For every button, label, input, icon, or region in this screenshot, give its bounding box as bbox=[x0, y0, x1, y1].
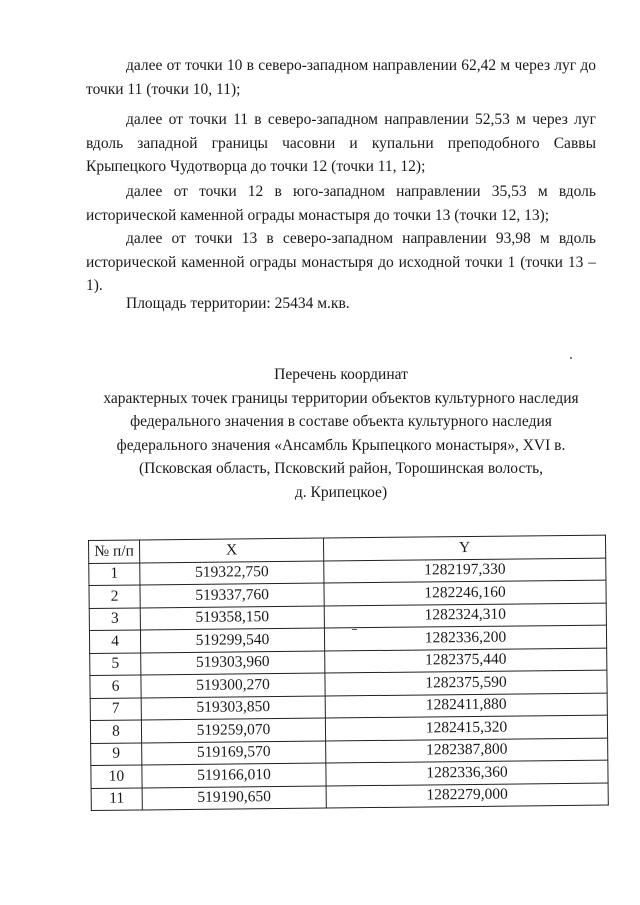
cell-y: 1282246,160 bbox=[324, 580, 606, 605]
cell-x: 519322,750 bbox=[140, 561, 324, 585]
cell-y: 1282375,590 bbox=[325, 670, 607, 695]
heading-line: федерального значения в составе объекта культурного наследия bbox=[130, 413, 552, 431]
header-number: № п/п bbox=[89, 540, 140, 563]
paragraph-area: Площадь территории: 25434 м.кв. bbox=[126, 295, 350, 312]
cell-x: 519358,150 bbox=[140, 606, 324, 630]
cell-x: 519303,850 bbox=[141, 696, 325, 720]
cell-y: 1282324,310 bbox=[324, 603, 606, 628]
paragraph-segment-13-1: далее от точки 13 в северо-западном направлении 93,98 м вдоль исторической каменной ограды монастыря до исходной точки 1 (точки 13 – 1). bbox=[86, 230, 596, 294]
scan-mark bbox=[352, 629, 357, 630]
cell-number: 1 bbox=[89, 562, 140, 585]
cell-x: 519190,650 bbox=[142, 786, 326, 810]
table-row bbox=[91, 783, 608, 811]
cell-x: 519299,540 bbox=[140, 628, 324, 652]
cell-y: 1282197,330 bbox=[324, 558, 606, 583]
cell-number: 2 bbox=[89, 585, 140, 608]
cell-y: 1282336,360 bbox=[326, 760, 608, 785]
paragraph-segment-11-12: далее от точки 11 в северо-западном направлении 52,53 м через луг вдоль западной границы часовни и купальни преподобного Саввы Крыпецкого Чудотворца до точки 12 (точки 11, 12); bbox=[86, 111, 596, 175]
cell-y: 1282415,320 bbox=[325, 715, 607, 740]
cell-number: 9 bbox=[91, 742, 142, 765]
paragraph-segment-10-11: далее от точки 10 в северо-западном направлении 62,42 м через луг до точки 11 (точки 10, 11); bbox=[86, 57, 596, 98]
header-y: Y bbox=[323, 535, 605, 560]
cell-x: 519259,070 bbox=[141, 718, 325, 742]
heading-line: характерных точек границы территории объектов культурного наследия bbox=[103, 389, 579, 407]
cell-number: 11 bbox=[91, 787, 142, 810]
coordinates-heading bbox=[86, 363, 596, 505]
cell-y: 1282387,800 bbox=[326, 738, 608, 763]
heading-line: (Псковская область, Псковский район, Торошинская волость, bbox=[138, 460, 544, 478]
cell-number: 10 bbox=[91, 765, 142, 788]
coordinates-table bbox=[88, 535, 609, 811]
cell-number: 7 bbox=[90, 697, 141, 720]
cell-x: 519166,010 bbox=[142, 763, 326, 787]
cell-x: 519169,570 bbox=[142, 741, 326, 765]
cell-y: 1282279,000 bbox=[326, 783, 608, 808]
cell-number: 4 bbox=[89, 630, 140, 653]
scan-speck bbox=[570, 357, 572, 359]
cell-y: 1282375,440 bbox=[325, 648, 607, 673]
cell-number: 5 bbox=[90, 652, 141, 675]
header-x: X bbox=[140, 538, 324, 562]
cell-y: 1282411,880 bbox=[325, 693, 607, 718]
cell-y: 1282336,200 bbox=[324, 625, 606, 650]
cell-x: 519337,760 bbox=[140, 583, 324, 607]
cell-number: 3 bbox=[89, 607, 140, 630]
heading-line: федерального значения «Ансамбль Крыпецкого монастыря», XVI в. bbox=[116, 436, 566, 454]
cell-number: 8 bbox=[90, 720, 141, 743]
paragraph-segment-12-13: далее от точки 12 в юго-западном направлении 35,53 м вдоль исторической каменной ограды монастыря до точки 13 (точки 12, 13); bbox=[86, 183, 596, 224]
cell-number: 6 bbox=[90, 675, 141, 698]
cell-x: 519300,270 bbox=[141, 673, 325, 697]
heading-line: д. Крипецкое) bbox=[294, 483, 388, 501]
cell-x: 519303,960 bbox=[141, 651, 325, 675]
heading-line: Перечень координат bbox=[274, 366, 408, 383]
